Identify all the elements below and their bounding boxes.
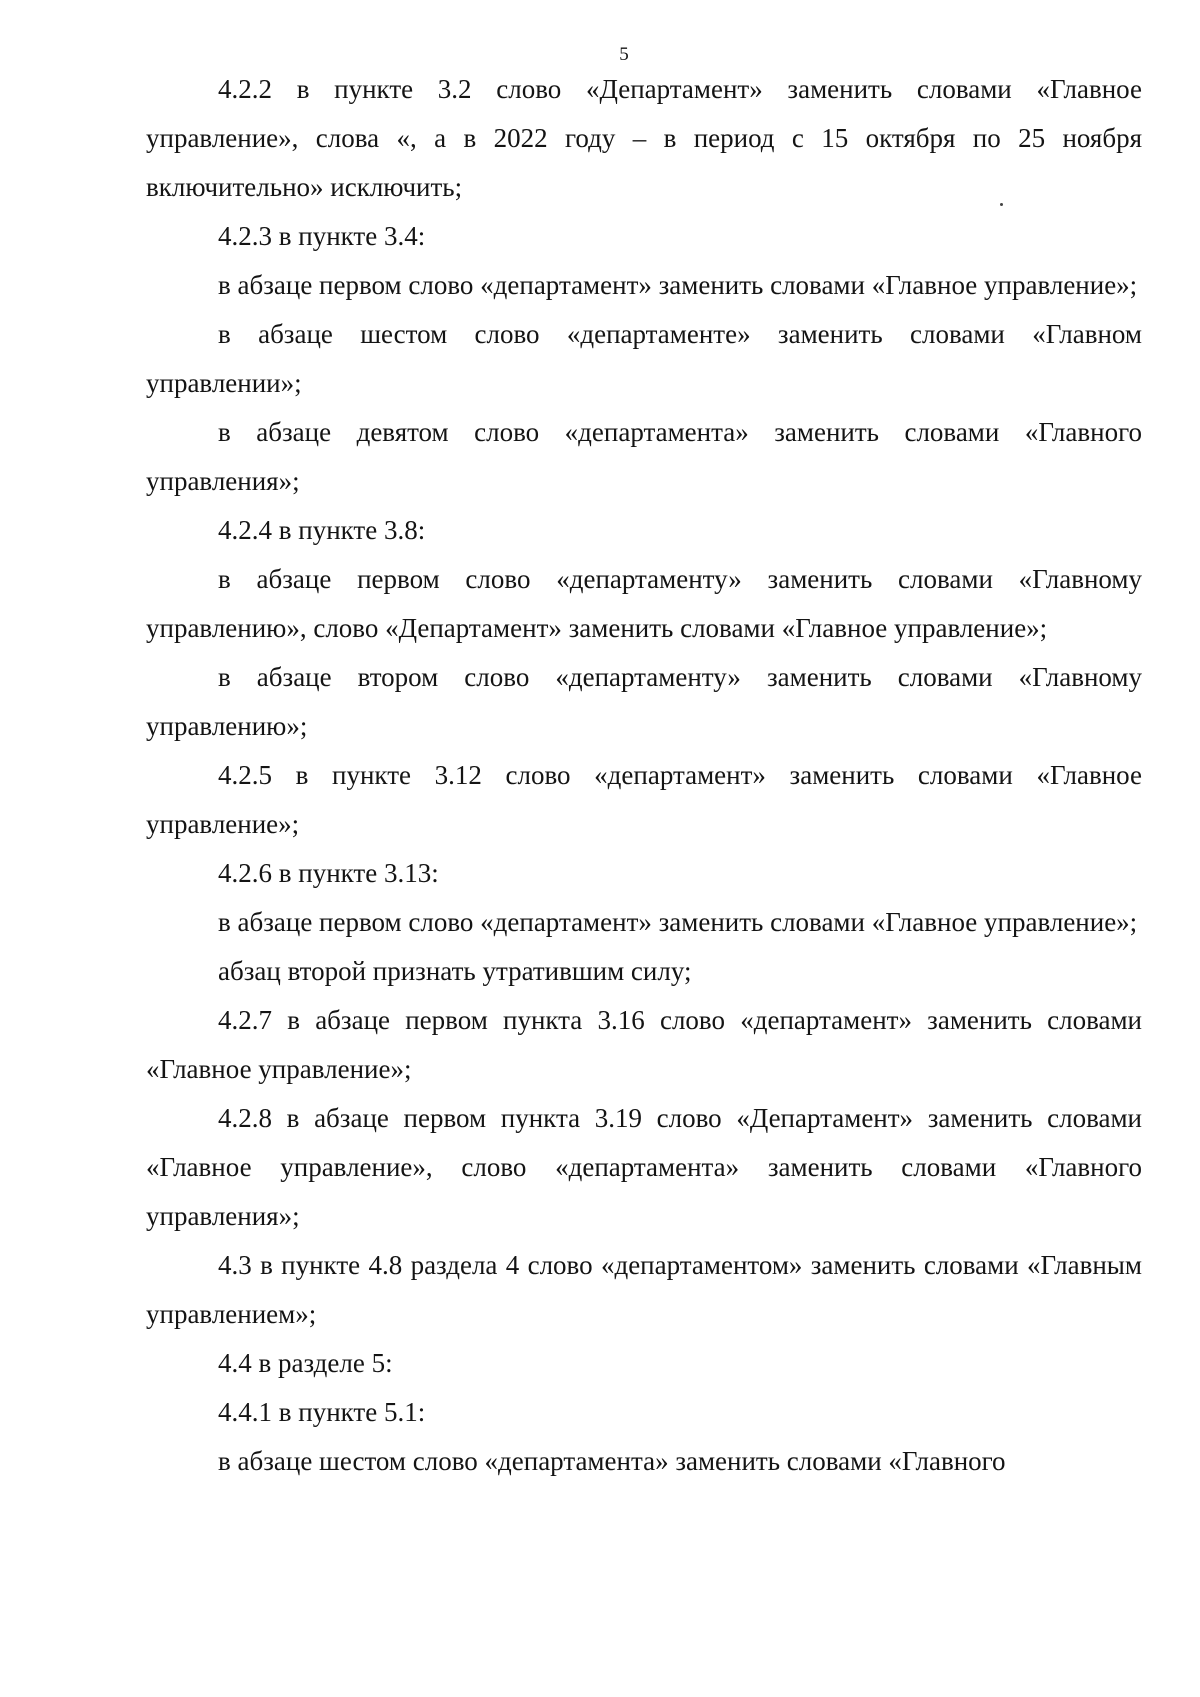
paragraph-4-4-1-abzac-6: в абзаце шестом слово «департамента» заменить словами «Главного [218,1446,1006,1476]
paragraph-4-2-4-abzac-2: в абзаце втором слово «департаменту» заменить словами «Главному управлению»; [146,662,1142,741]
document-body [146,65,1142,1486]
paragraph-4-2-6-abzac-1: в абзаце первом слово «департамент» заменить словами «Главное управление»; [218,907,1138,937]
paragraph-4-2-2: 4.2.2 в пункте 3.2 слово «Департамент» заменить словами «Главное управление», слова «, а в 2022 году – в период с 15 октября по 25 ноября включительно» исключить; [146,74,1142,202]
paragraph-4-4-1: 4.4.1 в пункте 5.1: [218,1397,426,1427]
scan-speck [1000,203,1003,206]
paragraph-4-2-7: 4.2.7 в абзаце первом пункта 3.16 слово «департамент» заменить словами «Главное управление»; [146,1005,1142,1084]
paragraph-4-4: 4.4 в разделе 5: [218,1348,393,1378]
paragraph-4-2-3: 4.2.3 в пункте 3.4: [218,221,426,251]
paragraph-4-2-3-abzac-1: в абзаце первом слово «департамент» заменить словами «Главное управление»; [218,270,1138,300]
paragraph-4-2-5: 4.2.5 в пункте 3.12 слово «департамент» заменить словами «Главное управление»; [146,760,1142,839]
paragraph-4-2-6: 4.2.6 в пункте 3.13: [218,858,439,888]
paragraph-4-2-8: 4.2.8 в абзаце первом пункта 3.19 слово «Департамент» заменить словами «Главное управление», слово «департамента» заменить словами «Главного управления»; [146,1103,1142,1231]
paragraph-4-3: 4.3 в пункте 4.8 раздела 4 слово «департаментом» заменить словами «Главным управлением»; [146,1250,1142,1329]
page-number: 5 [619,44,629,65]
paragraph-4-2-4-abzac-1: в абзаце первом слово «департаменту» заменить словами «Главному управлению», слово «Департамент» заменить словами «Главное управление»; [146,564,1142,643]
paragraph-4-2-3-abzac-9: в абзаце девятом слово «департамента» заменить словами «Главного управления»; [146,417,1142,496]
paragraph-4-2-3-abzac-6: в абзаце шестом слово «департаменте» заменить словами «Главном управлении»; [146,319,1142,398]
paragraph-4-2-6-abzac-2: абзац второй признать утратившим силу; [218,956,692,986]
paragraph-4-2-4: 4.2.4 в пункте 3.8: [218,515,426,545]
